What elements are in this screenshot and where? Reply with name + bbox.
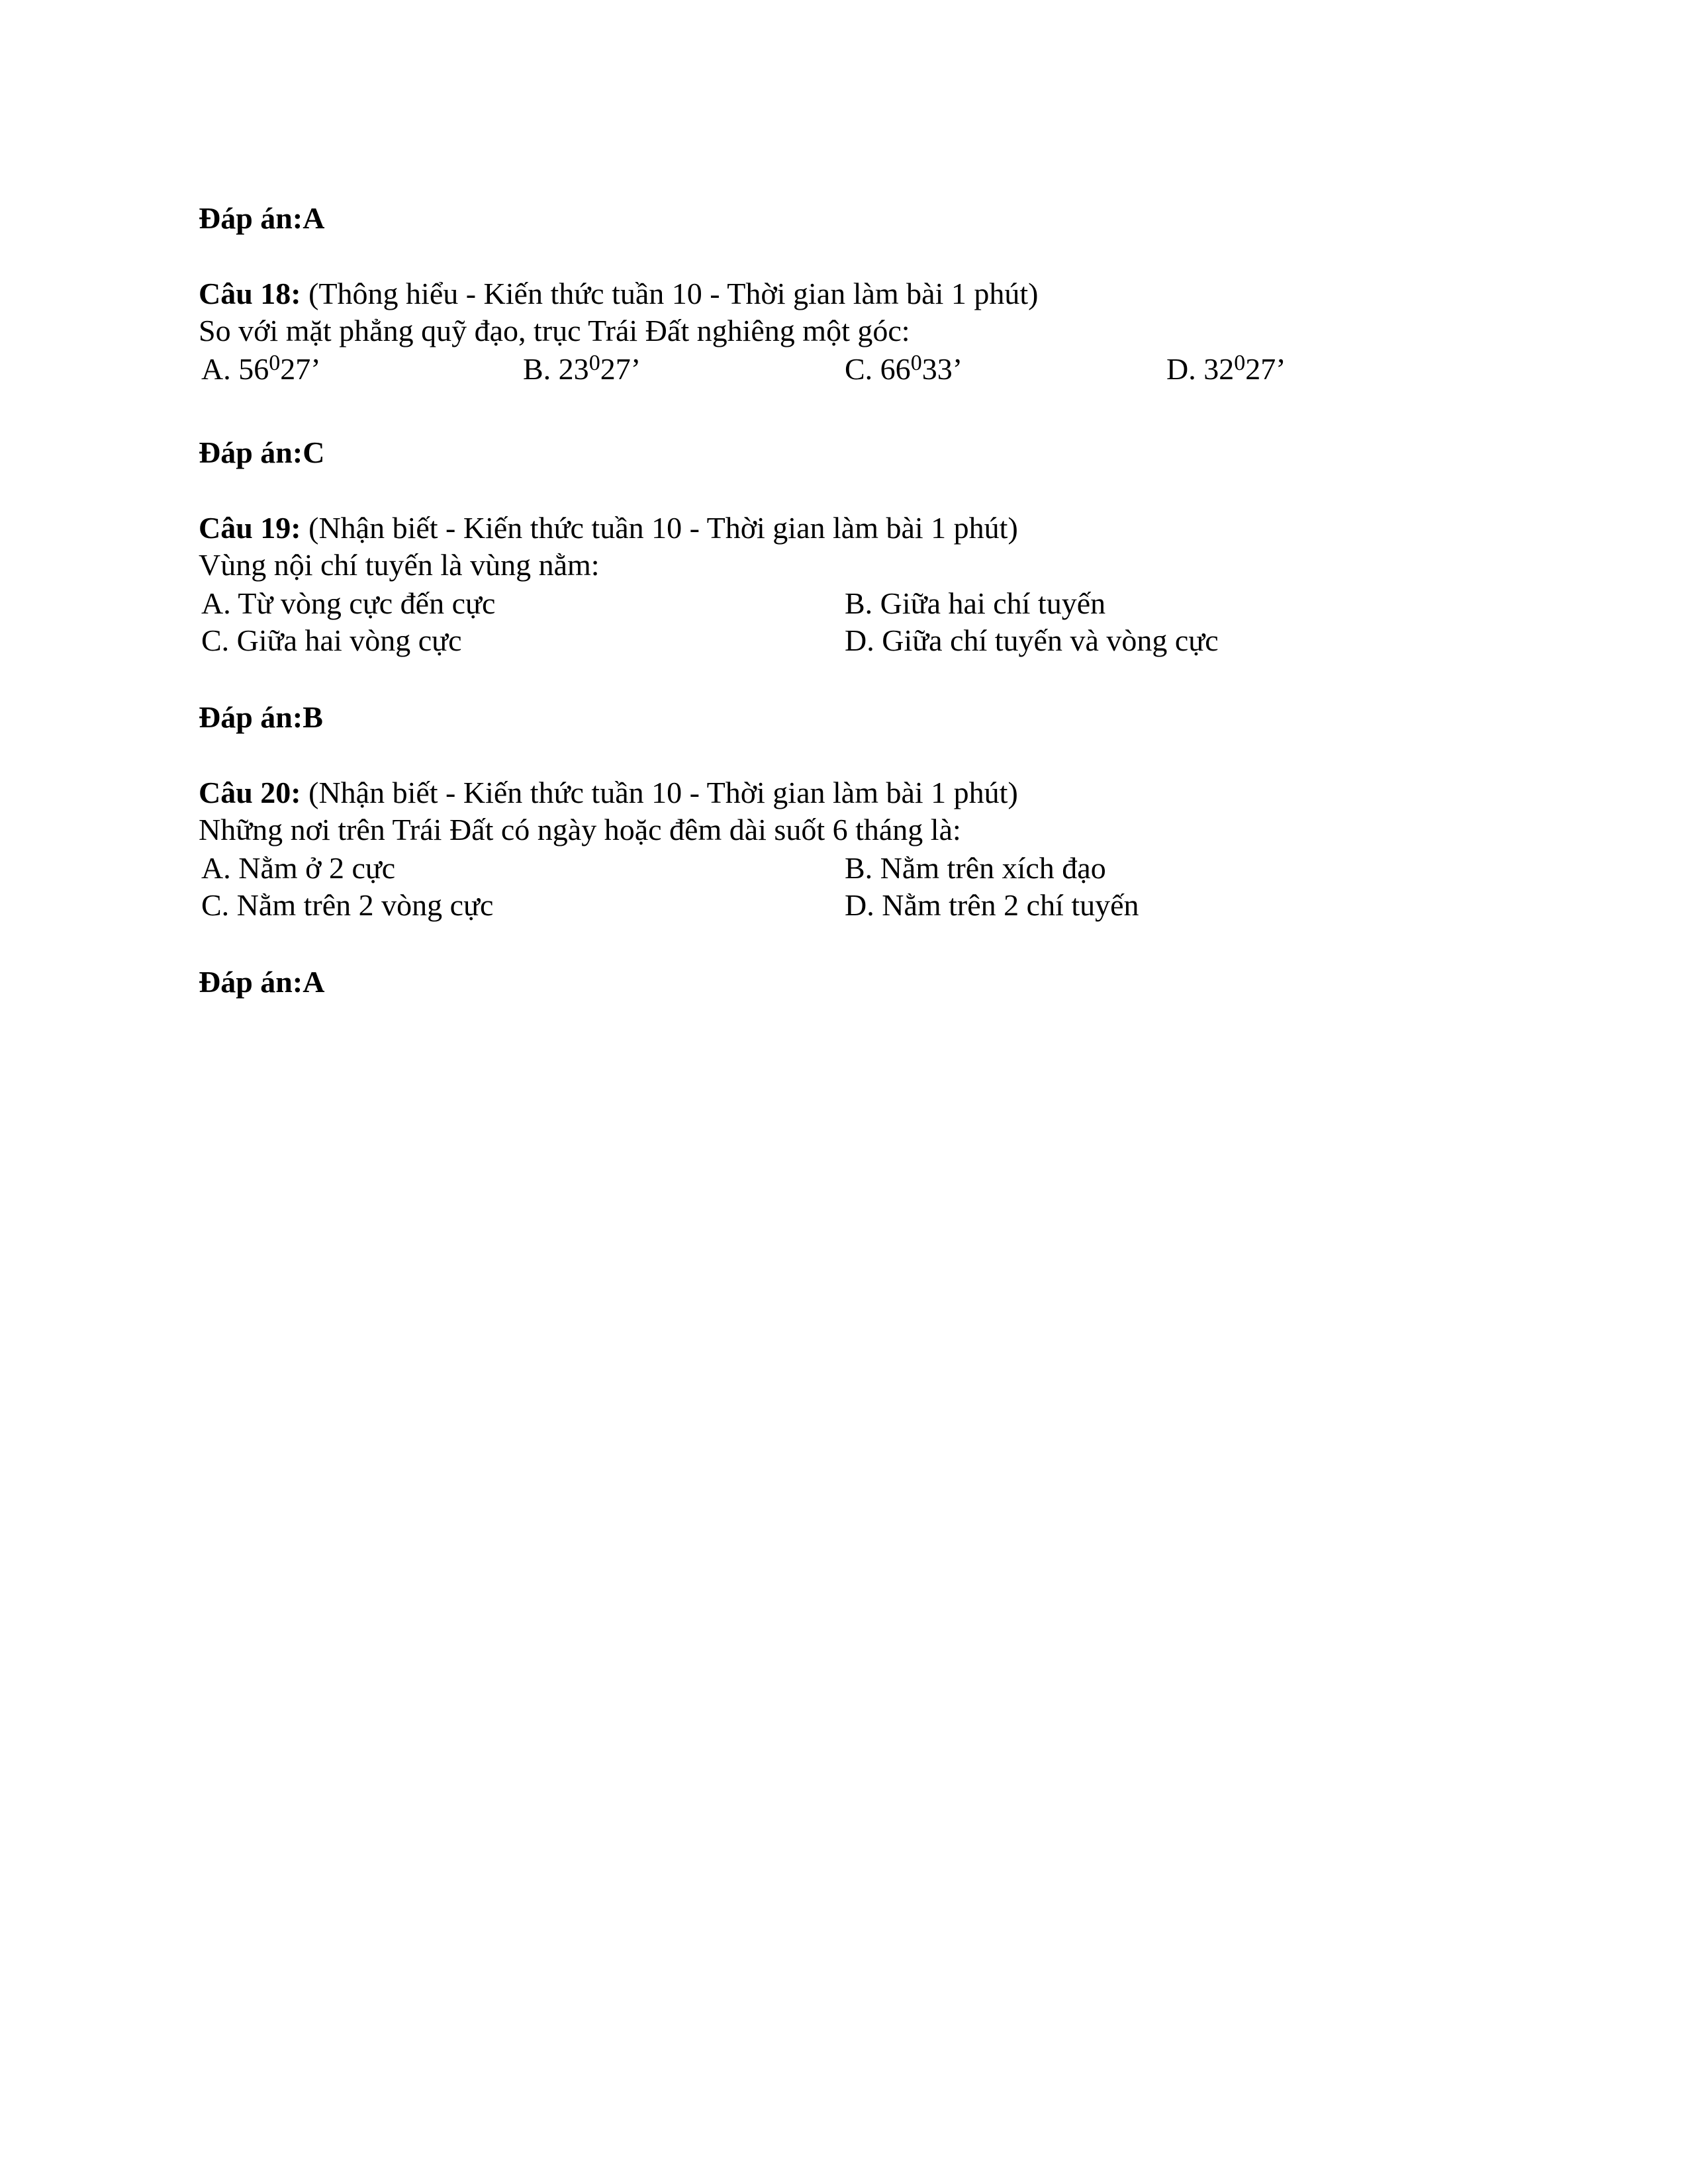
question-20-meta: (Nhận biết - Kiến thức tuần 10 - Thời gian làm bài 1 phút) — [301, 776, 1018, 809]
question-19-option-c: C. Giữa hai vòng cực — [201, 623, 462, 657]
question-18-stem: So với mặt phẳng quỹ đạo, trục Trái Đất nghiêng một góc: — [199, 314, 910, 347]
question-19-header — [199, 510, 1018, 547]
answer-17: Đáp án:A — [199, 201, 325, 235]
question-18-option-b: B. $23^027$’ — [523, 351, 641, 386]
question-18-option-d: D. $32^027$’ — [1166, 351, 1286, 386]
question-19-option-a: A. Từ vòng cực đến cực — [201, 586, 496, 620]
question-18-header — [199, 275, 1038, 312]
question-19-stem: Vùng nội chí tuyến là vùng nằm: — [199, 548, 600, 582]
question-20-header — [199, 774, 1018, 811]
question-18-meta: (Thông hiểu - Kiến thức tuần 10 - Thời gian làm bài 1 phút) — [301, 277, 1039, 310]
answer-18: Đáp án:C — [199, 435, 325, 469]
question-19-label: Câu 19: — [199, 511, 301, 545]
question-19-meta: (Nhận biết - Kiến thức tuần 10 - Thời gian làm bài 1 phút) — [301, 511, 1018, 545]
question-20-stem: Những nơi trên Trái Đất có ngày hoặc đêm dài suốt 6 tháng là: — [199, 813, 961, 846]
question-20-label: Câu 20: — [199, 776, 301, 809]
question-19-option-d: D. Giữa chí tuyến và vòng cực — [845, 623, 1219, 657]
answer-20: Đáp án:A — [199, 965, 325, 999]
question-20-option-a: A. Nằm ở 2 cực — [201, 851, 396, 885]
question-20-option-c: C. Nằm trên 2 vòng cực — [201, 888, 494, 922]
question-20-option-b: B. Nằm trên xích đạo — [845, 851, 1106, 885]
question-19-option-b: B. Giữa hai chí tuyến — [845, 586, 1106, 620]
question-18-option-c: C. $66^033$’ — [845, 351, 963, 386]
question-18-option-a: A. $56^027$’ — [201, 351, 321, 386]
answer-19: Đáp án:B — [199, 700, 323, 734]
question-18-label: Câu 18: — [199, 277, 301, 310]
question-20-option-d: D. Nằm trên 2 chí tuyến — [845, 888, 1139, 922]
